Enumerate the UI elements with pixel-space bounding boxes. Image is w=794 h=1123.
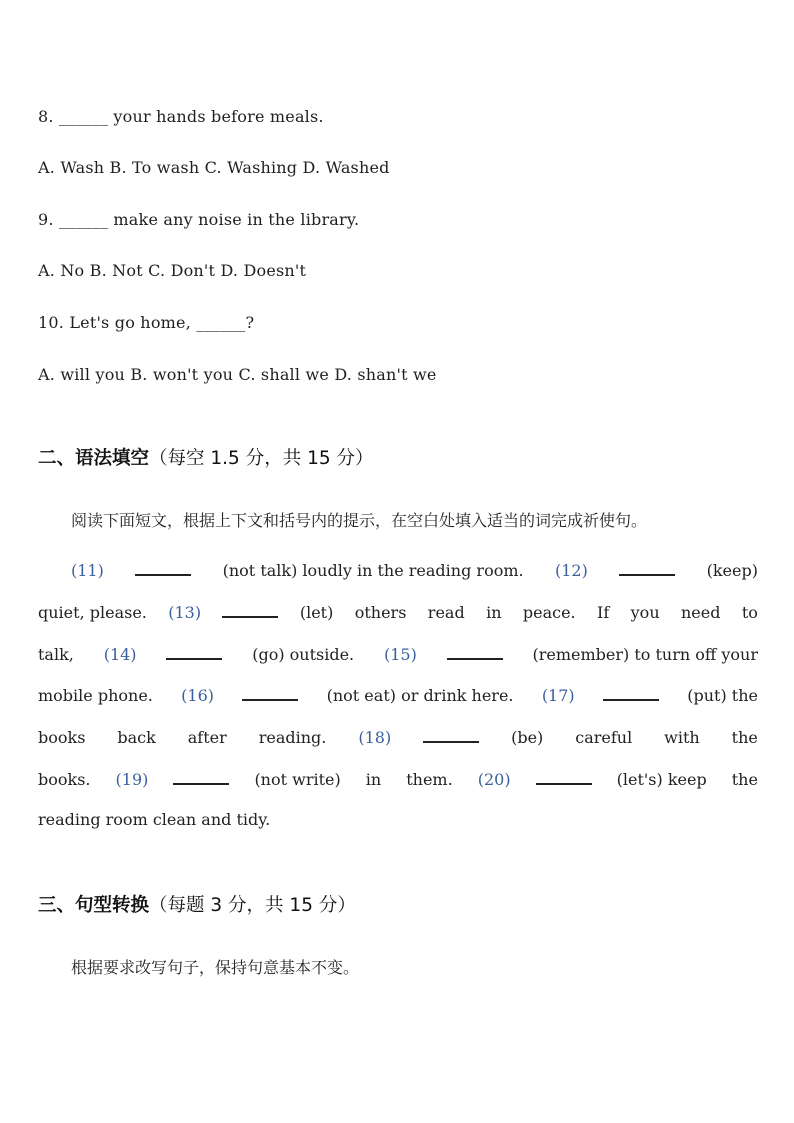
passage-text: (let's) keep bbox=[616, 770, 707, 789]
passage-word: books. bbox=[38, 770, 91, 789]
passage-word: to bbox=[741, 603, 758, 622]
passage-word: back bbox=[117, 728, 156, 747]
question-8-options: A. Wash B. To wash C. Washing D. Washed bbox=[38, 158, 390, 177]
passage-word: careful bbox=[575, 728, 633, 747]
passage-text: (put) the bbox=[687, 686, 758, 705]
blank-18[interactable] bbox=[423, 727, 479, 743]
section-3-points: （每题 3 分，共 15 分） bbox=[149, 895, 356, 916]
passage-text: reading room clean and tidy. bbox=[38, 810, 271, 829]
blank-number-15: (15) bbox=[383, 645, 417, 664]
blank-number-16: (16) bbox=[181, 686, 215, 705]
passage-word: the bbox=[731, 728, 758, 747]
section-3-instruction: 根据要求改写句子，保持句意基本不变。 bbox=[71, 958, 360, 977]
passage-line-6 bbox=[38, 769, 758, 793]
passage-line-2 bbox=[38, 602, 758, 626]
blank-17[interactable] bbox=[603, 685, 659, 701]
question-9-stem: 9. ______ make any noise in the library. bbox=[38, 210, 360, 229]
passage-word: in bbox=[486, 603, 502, 622]
blank-14[interactable] bbox=[166, 644, 222, 660]
passage-line-3 bbox=[38, 644, 758, 668]
passage-line-4 bbox=[38, 685, 758, 709]
section-3-title: 三、句型转换 bbox=[38, 895, 150, 916]
passage-word: books bbox=[38, 728, 86, 747]
question-9-options: A. No B. Not C. Don't D. Doesn't bbox=[38, 261, 307, 280]
passage-text: quiet, please. bbox=[38, 603, 147, 622]
blank-13[interactable] bbox=[222, 602, 278, 618]
blank-number-20: (20) bbox=[477, 770, 511, 789]
passage-word: with bbox=[664, 728, 700, 747]
passage-text: (not eat) or drink here. bbox=[326, 686, 514, 705]
blank-16[interactable] bbox=[242, 685, 298, 701]
passage-word: peace. bbox=[522, 603, 576, 622]
passage-text: mobile phone. bbox=[38, 686, 153, 705]
passage-line-1 bbox=[38, 560, 758, 584]
passage-word: (be) bbox=[511, 728, 544, 747]
passage-word: need bbox=[681, 603, 721, 622]
passage-word: you bbox=[630, 603, 660, 622]
passage-text: (not write) bbox=[254, 770, 341, 789]
passage-word: the bbox=[731, 770, 758, 789]
passage-text: (remember) to turn off your bbox=[532, 645, 758, 664]
blank-number-11: (11) bbox=[71, 561, 104, 580]
passage-word: If bbox=[597, 603, 610, 622]
passage-text: (go) outside. bbox=[252, 645, 355, 664]
blank-number-17: (17) bbox=[541, 686, 575, 705]
passage-text: (keep) bbox=[706, 561, 758, 580]
blank-15[interactable] bbox=[447, 644, 503, 660]
passage-text: (not talk) loudly in the reading room. bbox=[222, 561, 524, 580]
section-3-heading bbox=[38, 891, 356, 917]
blank-20[interactable] bbox=[536, 769, 592, 785]
blank-number-18: (18) bbox=[358, 728, 392, 747]
section-2-title: 二、语法填空 bbox=[38, 448, 150, 469]
passage-word: after bbox=[187, 728, 227, 747]
blank-number-19: (19) bbox=[115, 770, 149, 789]
passage-word: reading. bbox=[258, 728, 327, 747]
section-2-heading bbox=[38, 444, 374, 470]
question-10-stem: 10. Let's go home, ______? bbox=[38, 313, 255, 332]
passage-word: read bbox=[427, 603, 465, 622]
blank-12[interactable] bbox=[619, 560, 675, 576]
section-2-instruction: 阅读下面短文，根据上下文和括号内的提示，在空白处填入适当的词完成祈使句。 bbox=[71, 511, 648, 530]
passage-text: (let) bbox=[299, 603, 334, 622]
blank-number-12: (12) bbox=[554, 561, 588, 580]
passage-word: in bbox=[365, 770, 382, 789]
passage-line-7 bbox=[38, 810, 758, 834]
question-10-options: A. will you B. won't you C. shall we D. shan't we bbox=[38, 365, 437, 384]
passage-word: them. bbox=[406, 770, 453, 789]
passage-line-5 bbox=[38, 727, 758, 751]
blank-number-13: (13) bbox=[168, 603, 202, 622]
blank-19[interactable] bbox=[173, 769, 229, 785]
passage-text: talk, bbox=[38, 645, 74, 664]
question-8-stem: 8. ______ your hands before meals. bbox=[38, 107, 324, 126]
blank-11[interactable] bbox=[135, 560, 191, 576]
blank-number-14: (14) bbox=[103, 645, 137, 664]
passage-word: others bbox=[354, 603, 407, 622]
section-2-points: （每空 1.5 分，共 15 分） bbox=[149, 448, 374, 469]
